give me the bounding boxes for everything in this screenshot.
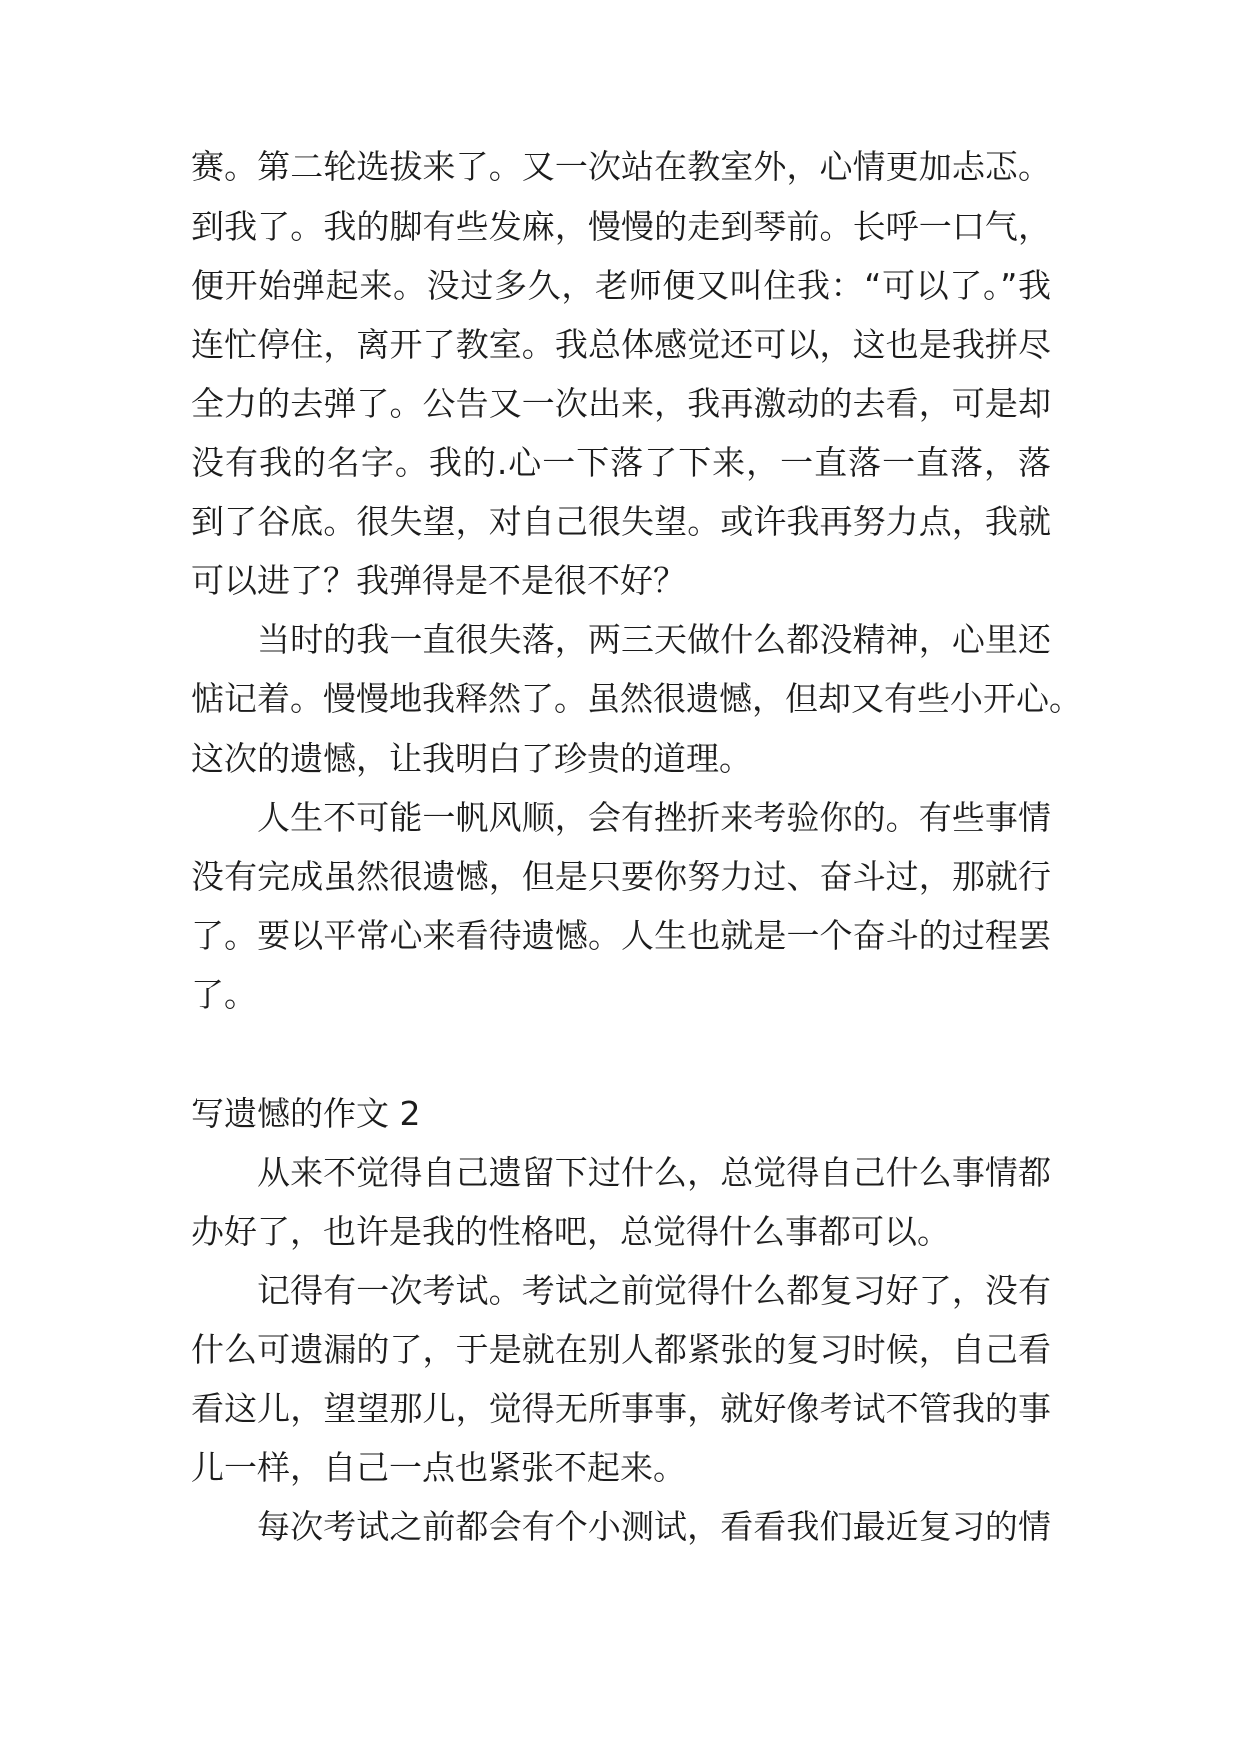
text-line: 便开始弹起来。没过多久，老师便又叫住我：“可以了。”我 bbox=[191, 266, 1051, 305]
text-line: 每次考试之前都会有个小测试，看看我们最近复习的情 bbox=[257, 1507, 1051, 1546]
text-line: 可以进了？我弹得是不是很不好？ bbox=[191, 561, 686, 600]
text-line: 了。要以平常心来看待遗憾。人生也就是一个奋斗的过程罢 bbox=[191, 916, 1051, 955]
text-line: 连忙停住，离开了教室。我总体感觉还可以，这也是我拼尽 bbox=[191, 325, 1051, 364]
text-line: 全力的去弹了。公告又一次出来，我再激动的去看，可是却 bbox=[191, 384, 1051, 423]
text-line: 没有我的名字。我的.心一下落了下来，一直落一直落，落 bbox=[191, 443, 1051, 482]
text-line: 到我了。我的脚有些发麻，慢慢的走到琴前。长呼一口气， bbox=[191, 207, 1051, 246]
text-line: 惦记着。慢慢地我释然了。虽然很遗憾，但却又有些小开心。 bbox=[191, 679, 1082, 718]
text-line: 什么可遗漏的了，于是就在别人都紧张的复习时候，自己看 bbox=[191, 1330, 1051, 1369]
text-line: 记得有一次考试。考试之前觉得什么都复习好了，没有 bbox=[257, 1271, 1051, 1310]
text-line: 到了谷底。很失望，对自己很失望。或许我再努力点，我就 bbox=[191, 502, 1051, 541]
text-line: 赛。第二轮选拔来了。又一次站在教室外，心情更加忐忑。 bbox=[191, 147, 1051, 186]
text-line: 没有完成虽然很遗憾，但是只要你努力过、奋斗过，那就行 bbox=[191, 857, 1051, 896]
text-line: 从来不觉得自己遗留下过什么，总觉得自己什么事情都 bbox=[257, 1153, 1051, 1192]
text-line: 儿一样，自己一点也紧张不起来。 bbox=[191, 1448, 686, 1487]
section-heading: 写遗憾的作文 2 bbox=[191, 1094, 421, 1133]
text-line: 办好了，也许是我的性格吧，总觉得什么事都可以。 bbox=[191, 1212, 950, 1251]
text-line: 这次的遗憾，让我明白了珍贵的道理。 bbox=[191, 739, 752, 778]
text-line: 了。 bbox=[191, 975, 257, 1014]
text-line: 看这儿，望望那儿，觉得无所事事，就好像考试不管我的事 bbox=[191, 1389, 1051, 1428]
text-line: 人生不可能一帆风顺，会有挫折来考验你的。有些事情 bbox=[257, 798, 1051, 837]
text-line: 当时的我一直很失落，两三天做什么都没精神，心里还 bbox=[257, 620, 1051, 659]
